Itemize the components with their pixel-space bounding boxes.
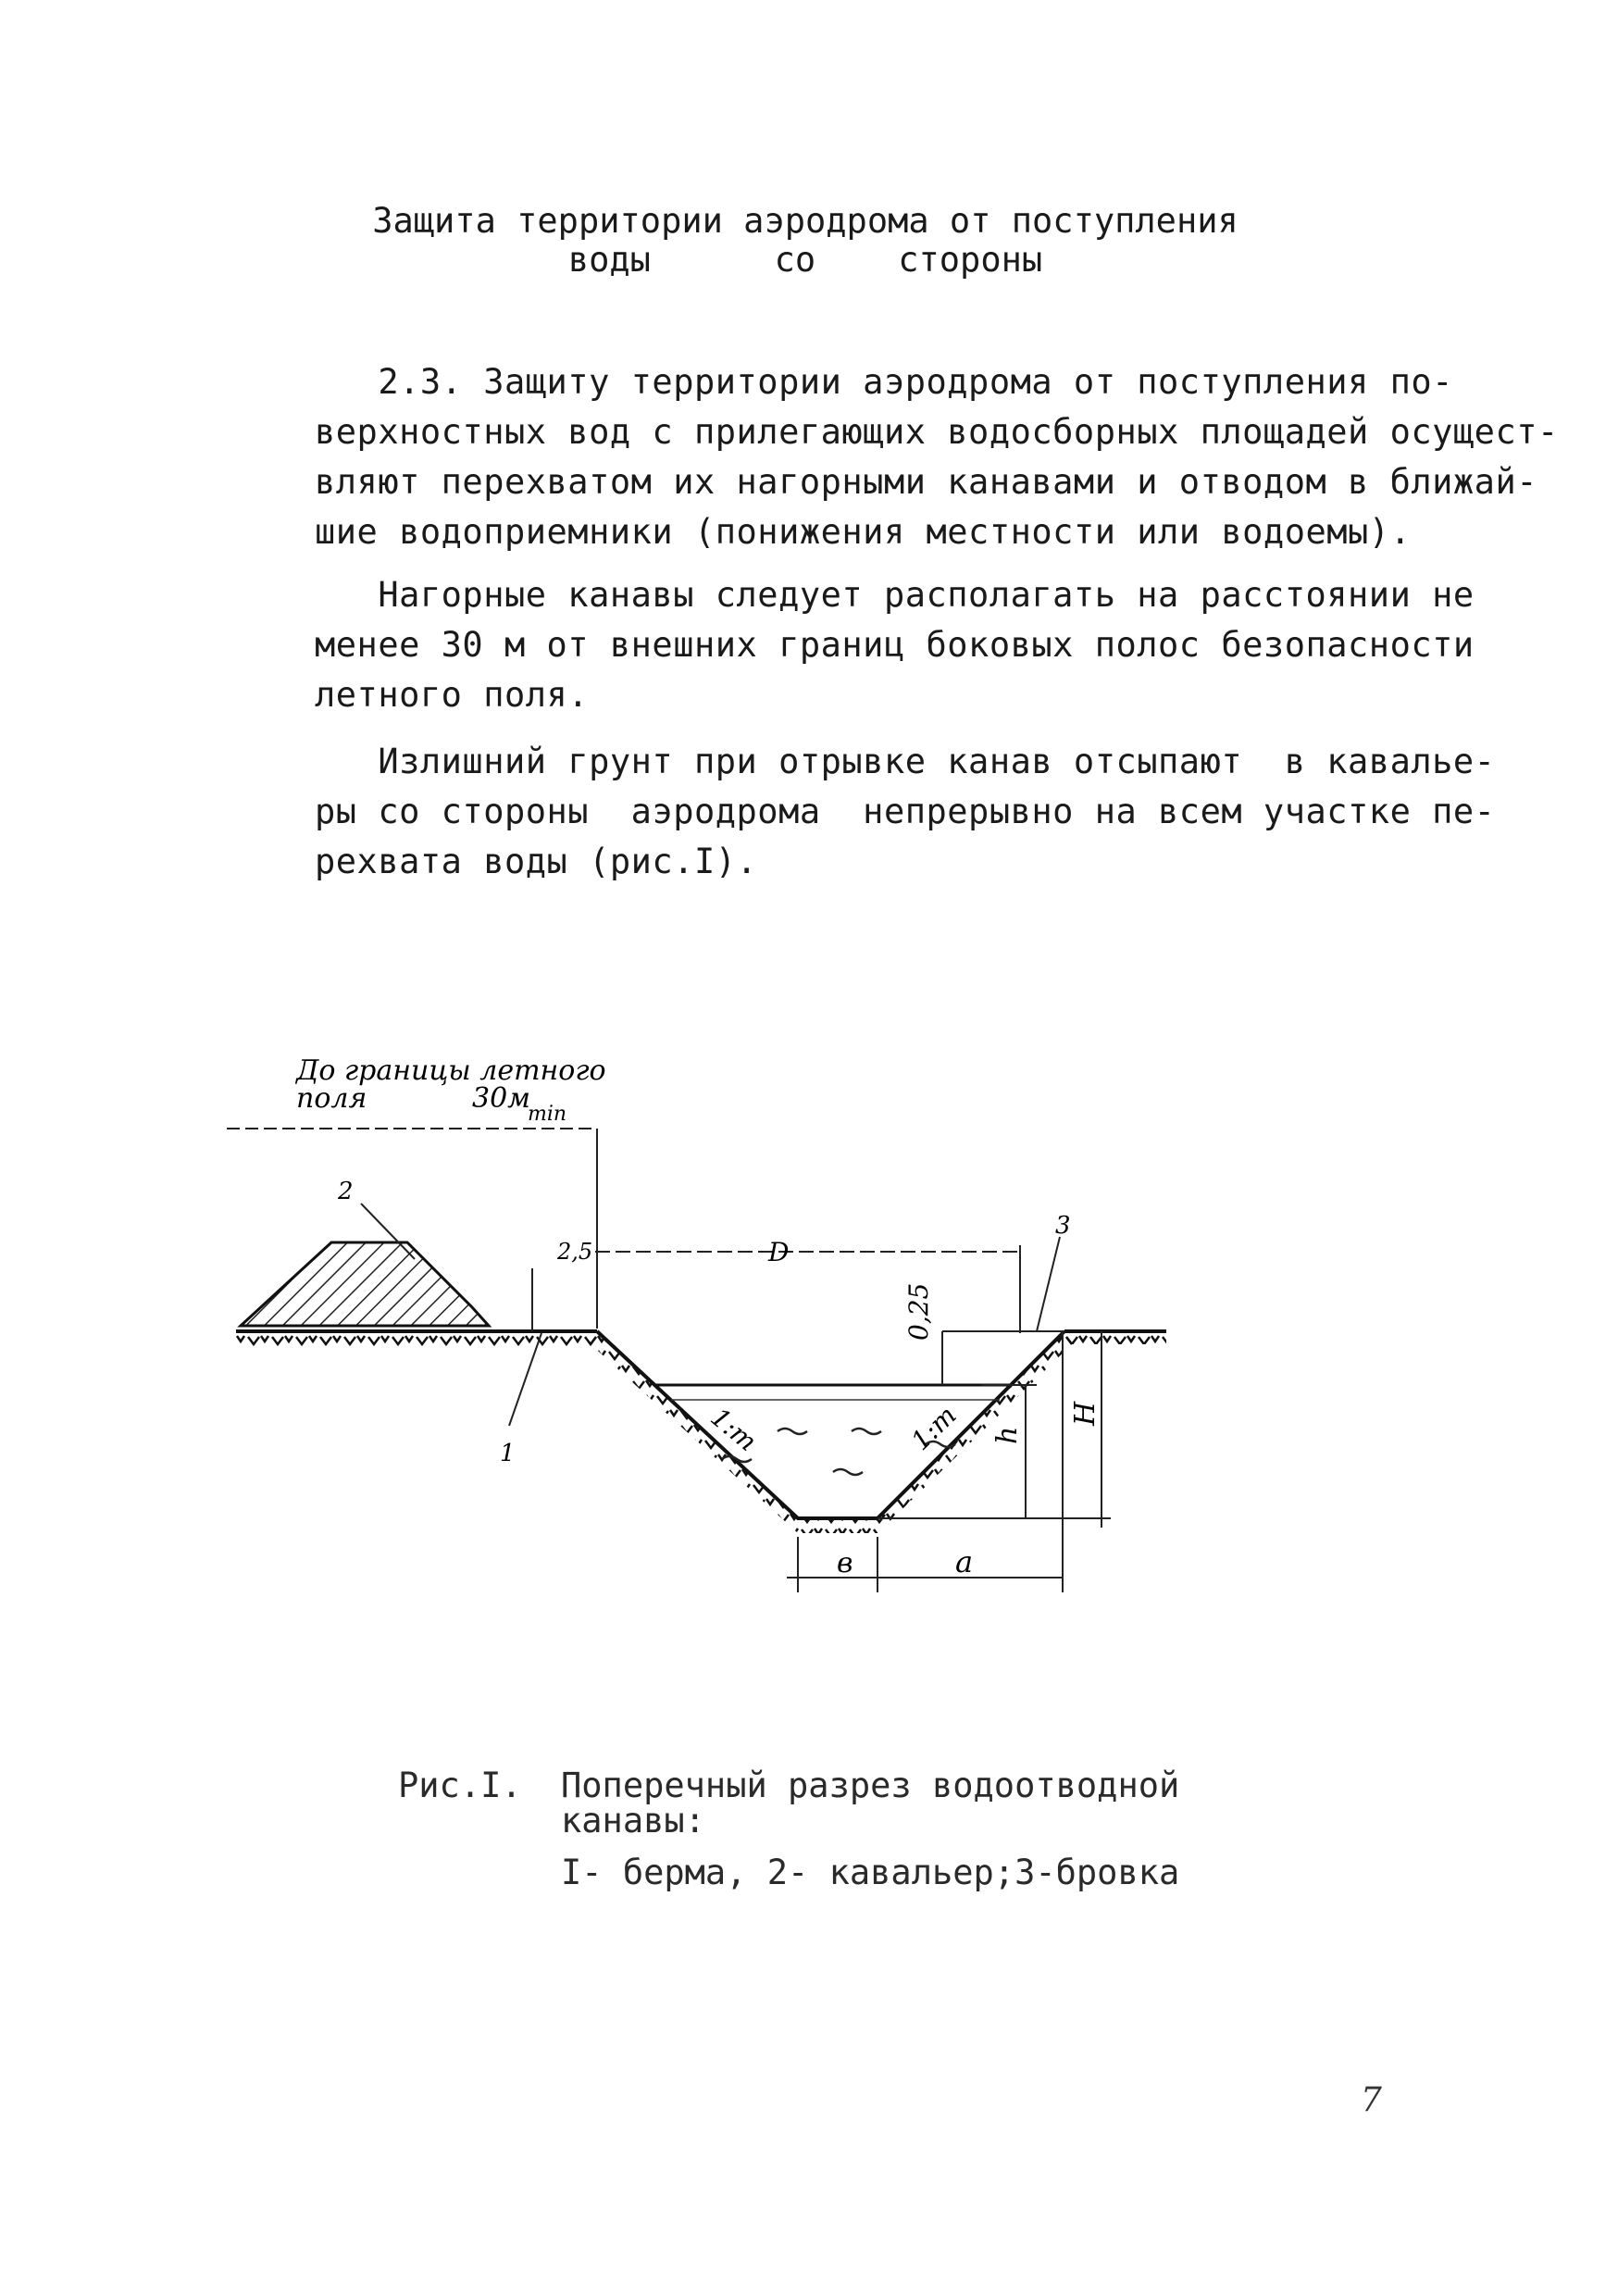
ditch-profile bbox=[597, 1331, 1064, 1518]
boundary-label-line-1: До границы летного bbox=[296, 1054, 606, 1087]
ground-hatch-left bbox=[236, 1331, 597, 1346]
text-line: вляют перехватом их нагорными канавами и отводом в ближай- bbox=[315, 462, 1538, 502]
text-line: 2.3. Защиту территории аэродрома от поступления по- bbox=[315, 362, 1453, 402]
leader-line-1 bbox=[509, 1333, 541, 1426]
slope-label-left: 1:m bbox=[704, 1402, 763, 1457]
text-line: верхностных вод с прилегающих водосборных площадей осущест- bbox=[315, 412, 1559, 452]
ditch-soil-bottom bbox=[798, 1518, 877, 1533]
caption-line-3: I- берма, 2- кавальер;3-бровка bbox=[561, 1853, 1180, 1892]
text-line: Нагорные канавы следует располагать на расстоянии не bbox=[315, 575, 1475, 615]
b-label: в bbox=[837, 1547, 853, 1579]
boundary-label-line-2: поля bbox=[296, 1082, 367, 1115]
distance-label-subscript: min bbox=[528, 1103, 567, 1126]
distance-label: 30м bbox=[472, 1082, 531, 1115]
berm-width-label: 2,5 bbox=[557, 1239, 593, 1265]
H-label: H bbox=[1069, 1401, 1101, 1426]
paragraph-2-3 bbox=[315, 357, 1559, 557]
label-3: 3 bbox=[1055, 1212, 1071, 1240]
ground-hatch-right bbox=[1064, 1331, 1166, 1344]
text-line: летного поля. bbox=[315, 675, 590, 715]
a-label: a bbox=[955, 1544, 974, 1579]
leader-line-3 bbox=[1037, 1237, 1060, 1331]
paragraph-excess-soil bbox=[315, 737, 1496, 887]
text-line: Излишний грунт при отрывке канав отсыпают в кавалье- bbox=[315, 742, 1496, 781]
spoil-bank-2 bbox=[241, 1242, 489, 1326]
freeboard-label: 0,25 bbox=[903, 1282, 934, 1341]
text-line: ры со стороны аэродрома непрерывно на всем участке пе- bbox=[315, 792, 1496, 831]
top-width-label: D bbox=[768, 1237, 790, 1267]
label-1: 1 bbox=[500, 1440, 516, 1467]
page-number: 7 bbox=[1361, 2081, 1382, 2119]
h-label: h bbox=[991, 1426, 1024, 1444]
label-2: 2 bbox=[338, 1178, 354, 1205]
text-line: шие водоприемники (понижения местности или водоемы). bbox=[315, 512, 1412, 552]
text-line: менее 30 м от внешних границ боковых полос безопасности bbox=[315, 625, 1475, 665]
caption-line-1: Поперечный разрез водоотводной bbox=[561, 1766, 1180, 1805]
caption-number: Рис.I. bbox=[398, 1766, 522, 1805]
paragraph-ditch-location bbox=[315, 570, 1475, 720]
caption-line-2: канавы: bbox=[561, 1801, 705, 1841]
boundary-label bbox=[294, 1054, 606, 1126]
ditch-soil-left bbox=[589, 1331, 798, 1533]
heading-line-1: Защита территории аэродрома от поступления bbox=[372, 201, 1238, 241]
section-heading bbox=[278, 202, 1333, 280]
heading-line-2: воды со стороны bbox=[567, 240, 1043, 280]
text-line: рехвата воды (рис.I). bbox=[315, 842, 758, 881]
slope-label-right: 1:m bbox=[904, 1399, 963, 1457]
ditch-cross-section-figure bbox=[222, 1037, 1425, 1703]
